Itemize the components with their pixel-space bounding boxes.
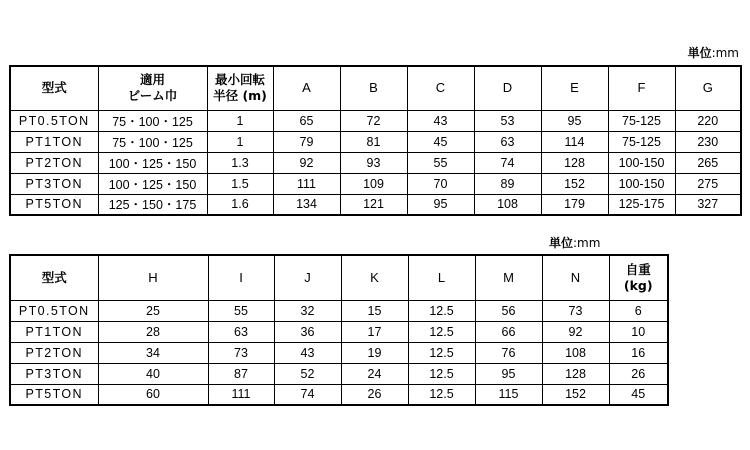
cell-model: PT1TON: [10, 131, 98, 152]
cell-b: 72: [340, 110, 407, 131]
cell-n: 152: [542, 384, 609, 405]
cell-c: 43: [407, 110, 474, 131]
cell-b: 121: [340, 194, 407, 215]
cell-e: 179: [541, 194, 608, 215]
cell-i: 87: [208, 363, 274, 384]
header-j: J: [274, 255, 341, 300]
cell-h: 34: [98, 342, 208, 363]
cell-j: 32: [274, 300, 341, 321]
table2-header-row: [10, 255, 668, 300]
table-row: [10, 194, 741, 215]
header-beam-width-line2: ビーム巾: [127, 88, 178, 104]
cell-f: 100-150: [608, 173, 675, 194]
cell-l: 12.5: [408, 363, 475, 384]
cell-h: 28: [98, 321, 208, 342]
cell-a: 134: [273, 194, 340, 215]
cell-model: PT2TON: [10, 152, 98, 173]
cell-m: 56: [475, 300, 542, 321]
cell-k: 24: [341, 363, 408, 384]
cell-a: 92: [273, 152, 340, 173]
cell-c: 70: [407, 173, 474, 194]
cell-h: 60: [98, 384, 208, 405]
cell-turn-radius: 1: [207, 131, 273, 152]
cell-f: 75-125: [608, 110, 675, 131]
cell-model: PT3TON: [10, 173, 98, 194]
header-weight-line1: 自重: [625, 261, 651, 277]
cell-turn-radius: 1.3: [207, 152, 273, 173]
unit-label-table2: [549, 236, 600, 250]
cell-h: 25: [98, 300, 208, 321]
header-k: K: [341, 255, 408, 300]
header-h: H: [98, 255, 208, 300]
header-weight: [609, 255, 668, 300]
cell-d: 108: [474, 194, 541, 215]
cell-c: 45: [407, 131, 474, 152]
cell-m: 115: [475, 384, 542, 405]
cell-d: 63: [474, 131, 541, 152]
cell-a: 111: [273, 173, 340, 194]
header-beam-width-line1: 適用: [139, 72, 165, 88]
header-l: L: [408, 255, 475, 300]
unit-suffix-text: :mm: [711, 46, 739, 60]
cell-beam-width: 100・125・150: [98, 173, 207, 194]
dimensions-table-2: [9, 254, 669, 406]
cell-l: 12.5: [408, 342, 475, 363]
cell-f: 100-150: [608, 152, 675, 173]
cell-weight: 45: [609, 384, 668, 405]
cell-i: 63: [208, 321, 274, 342]
cell-weight: 26: [609, 363, 668, 384]
cell-f: 125-175: [608, 194, 675, 215]
cell-j: 74: [274, 384, 341, 405]
table1-header-row: [10, 66, 741, 110]
cell-beam-width: 125・150・175: [98, 194, 207, 215]
header-d: D: [474, 66, 541, 110]
cell-g: 220: [675, 110, 741, 131]
header-f: F: [608, 66, 675, 110]
cell-n: 73: [542, 300, 609, 321]
dimensions-table-1: [9, 65, 742, 216]
cell-g: 265: [675, 152, 741, 173]
cell-turn-radius: 1: [207, 110, 273, 131]
cell-e: 152: [541, 173, 608, 194]
header-c: C: [407, 66, 474, 110]
header-e: E: [541, 66, 608, 110]
cell-beam-width: 75・100・125: [98, 110, 207, 131]
cell-a: 65: [273, 110, 340, 131]
cell-b: 81: [340, 131, 407, 152]
header-model: 型式: [10, 255, 98, 300]
table-row: [10, 384, 668, 405]
unit-label-text: 単位: [687, 46, 712, 60]
table-row: [10, 131, 741, 152]
cell-l: 12.5: [408, 384, 475, 405]
cell-b: 93: [340, 152, 407, 173]
cell-j: 43: [274, 342, 341, 363]
cell-i: 73: [208, 342, 274, 363]
cell-e: 128: [541, 152, 608, 173]
cell-n: 128: [542, 363, 609, 384]
header-m: M: [475, 255, 542, 300]
cell-n: 108: [542, 342, 609, 363]
cell-k: 15: [341, 300, 408, 321]
cell-g: 327: [675, 194, 741, 215]
cell-k: 26: [341, 384, 408, 405]
cell-l: 12.5: [408, 321, 475, 342]
cell-model: PT0.5TON: [10, 110, 98, 131]
cell-model: PT5TON: [10, 384, 98, 405]
table-row: [10, 173, 741, 194]
cell-j: 52: [274, 363, 341, 384]
unit-label-text: 単位: [549, 236, 574, 250]
cell-j: 36: [274, 321, 341, 342]
cell-f: 75-125: [608, 131, 675, 152]
cell-k: 19: [341, 342, 408, 363]
header-i: I: [208, 255, 274, 300]
cell-c: 95: [407, 194, 474, 215]
header-b: B: [340, 66, 407, 110]
table-row: [10, 300, 668, 321]
cell-l: 12.5: [408, 300, 475, 321]
table-row: [10, 152, 741, 173]
cell-d: 53: [474, 110, 541, 131]
cell-i: 55: [208, 300, 274, 321]
cell-model: PT1TON: [10, 321, 98, 342]
header-turn-radius-line1: 最小回転: [214, 72, 265, 88]
table-row: [10, 110, 741, 131]
cell-c: 55: [407, 152, 474, 173]
cell-d: 89: [474, 173, 541, 194]
cell-e: 95: [541, 110, 608, 131]
cell-g: 275: [675, 173, 741, 194]
cell-m: 95: [475, 363, 542, 384]
header-weight-line2: (kg): [623, 277, 653, 293]
table-row: [10, 342, 668, 363]
header-n: N: [542, 255, 609, 300]
header-model: 型式: [10, 66, 98, 110]
cell-weight: 10: [609, 321, 668, 342]
cell-d: 74: [474, 152, 541, 173]
cell-turn-radius: 1.5: [207, 173, 273, 194]
cell-model: PT5TON: [10, 194, 98, 215]
header-turn-radius: [207, 66, 273, 110]
cell-h: 40: [98, 363, 208, 384]
cell-turn-radius: 1.6: [207, 194, 273, 215]
cell-n: 92: [542, 321, 609, 342]
cell-g: 230: [675, 131, 741, 152]
cell-weight: 6: [609, 300, 668, 321]
cell-model: PT2TON: [10, 342, 98, 363]
cell-model: PT0.5TON: [10, 300, 98, 321]
unit-label-table1: [688, 46, 739, 60]
cell-model: PT3TON: [10, 363, 98, 384]
cell-beam-width: 100・125・150: [98, 152, 207, 173]
header-beam-width: [98, 66, 207, 110]
cell-m: 76: [475, 342, 542, 363]
cell-beam-width: 75・100・125: [98, 131, 207, 152]
header-a: A: [273, 66, 340, 110]
cell-i: 111: [208, 384, 274, 405]
table-row: [10, 363, 668, 384]
cell-b: 109: [340, 173, 407, 194]
header-turn-radius-line2: 半径 (m): [213, 88, 267, 104]
cell-weight: 16: [609, 342, 668, 363]
cell-m: 66: [475, 321, 542, 342]
cell-e: 114: [541, 131, 608, 152]
table-row: [10, 321, 668, 342]
cell-a: 79: [273, 131, 340, 152]
header-g: G: [675, 66, 741, 110]
unit-suffix-text: :mm: [573, 236, 601, 250]
cell-k: 17: [341, 321, 408, 342]
